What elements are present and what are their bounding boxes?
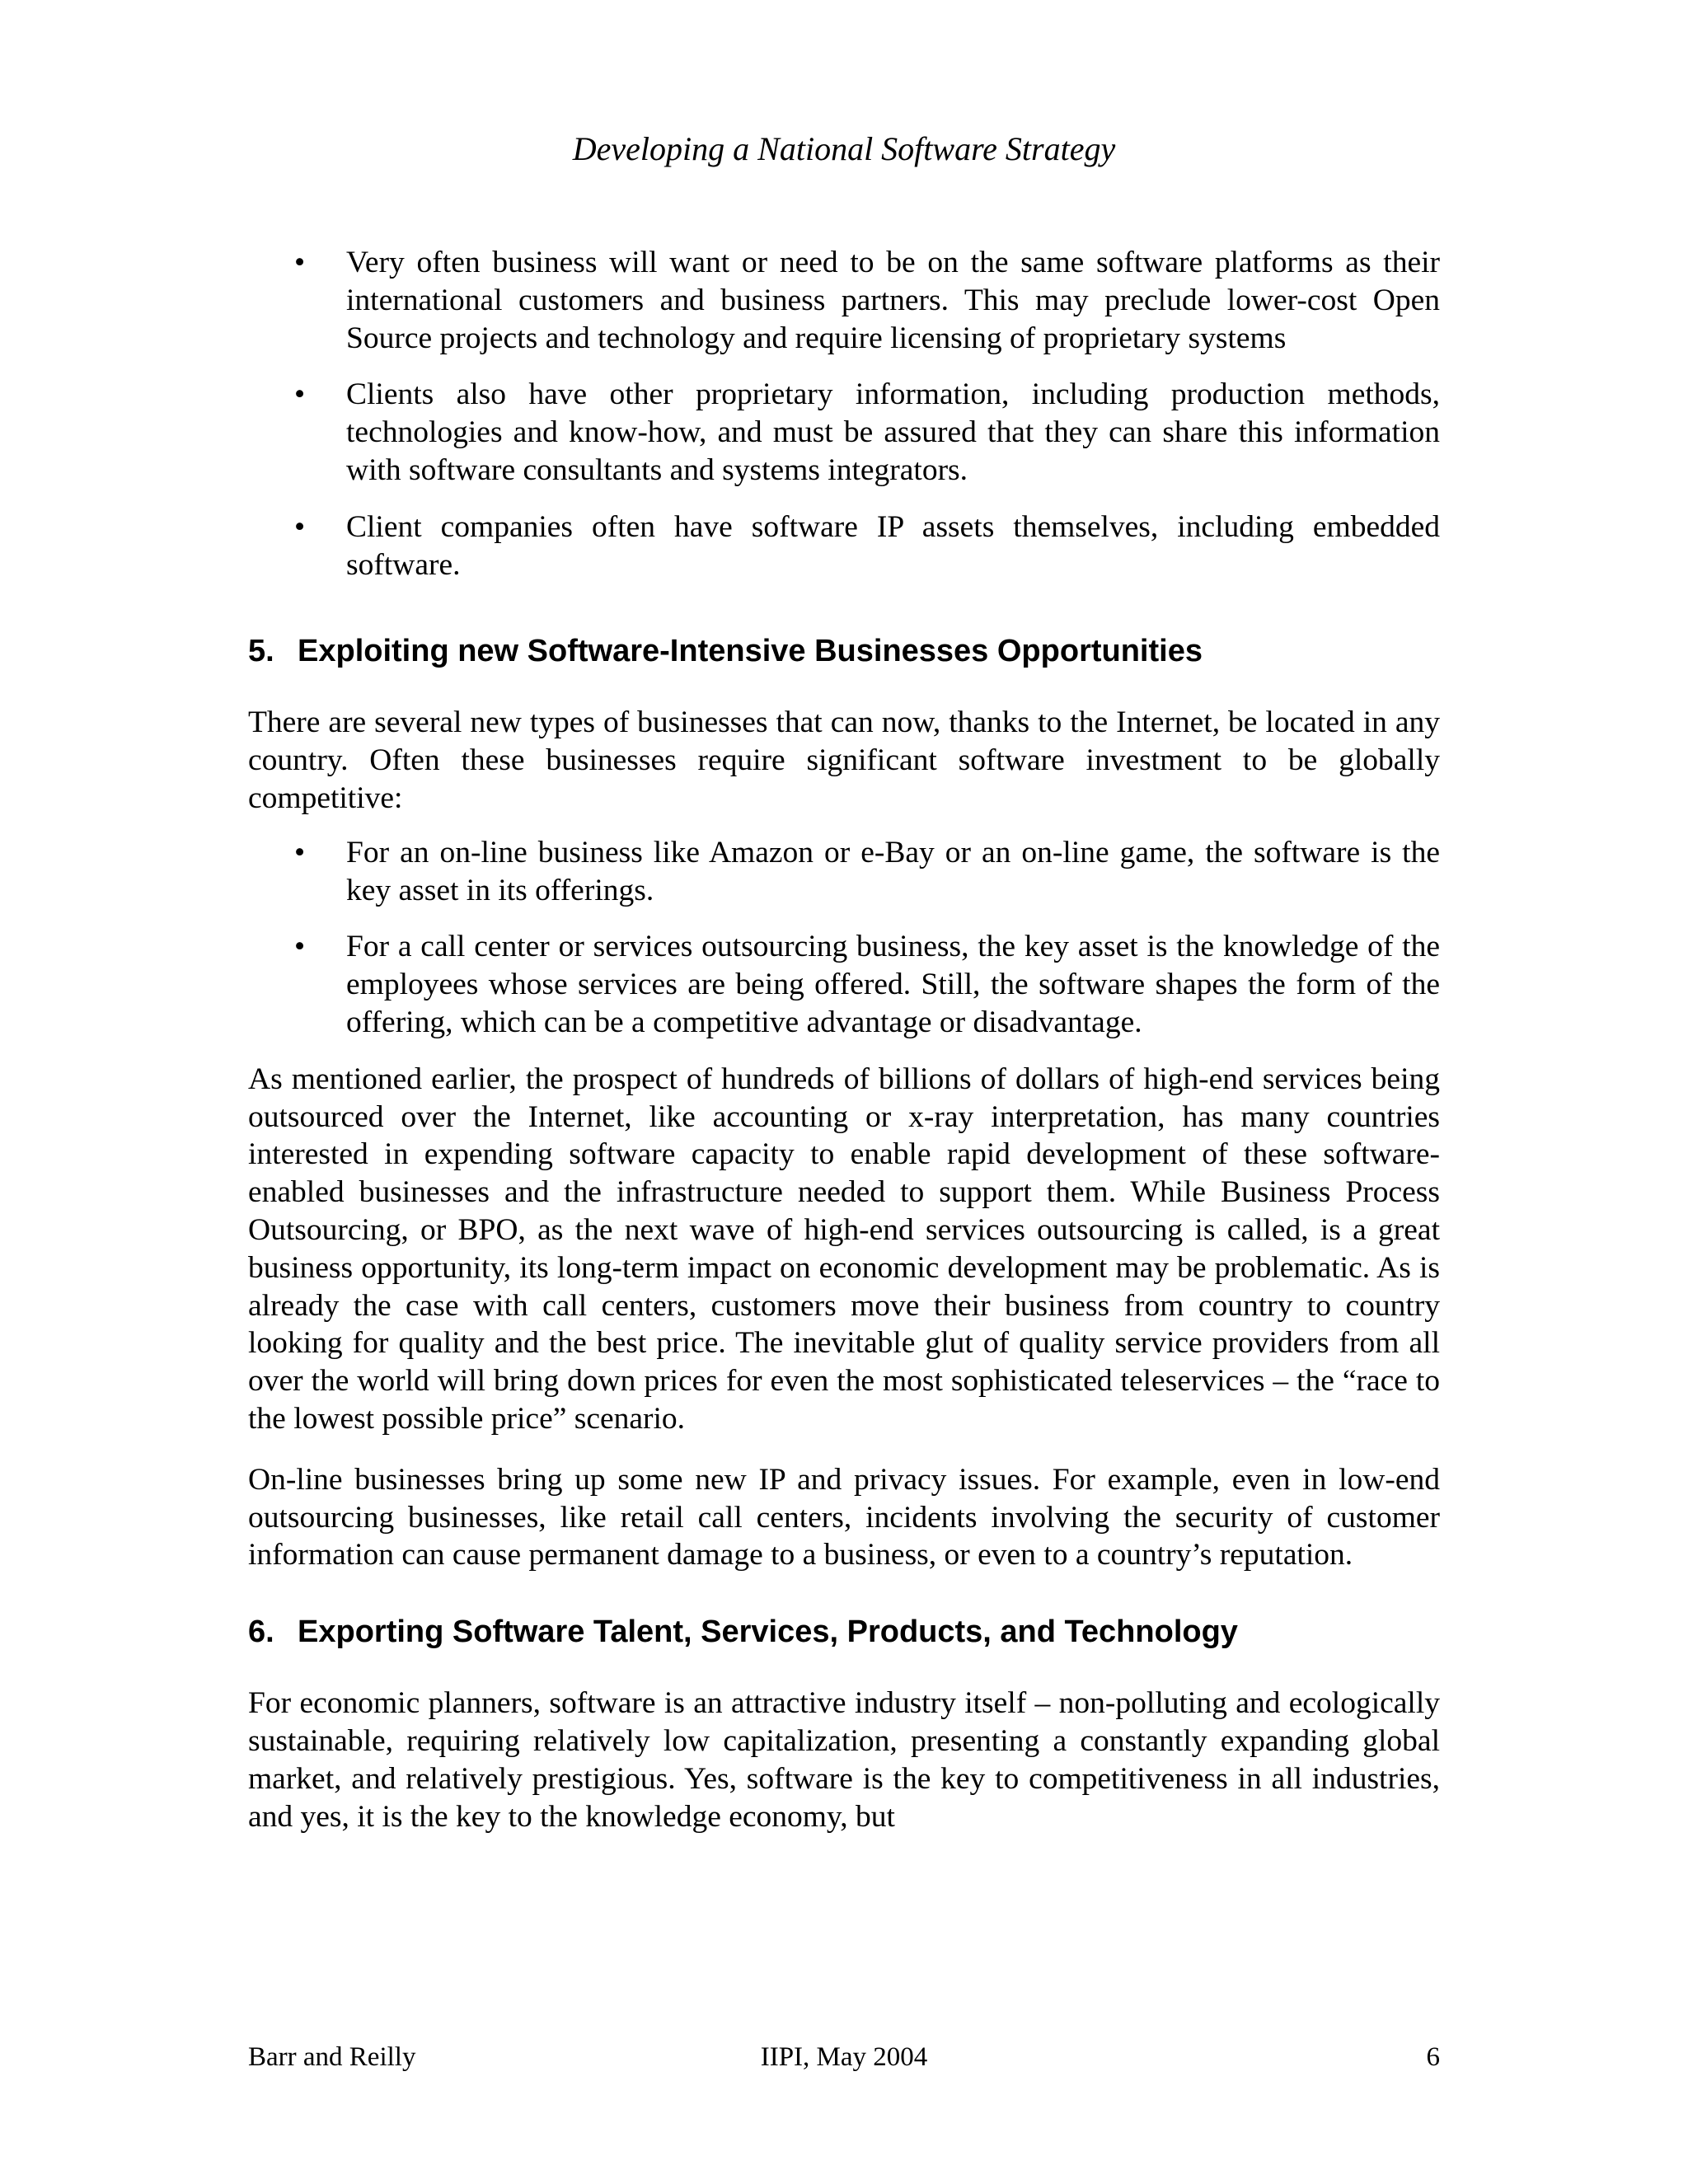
section-5-intro: There are several new types of businesses that can now, thanks to the Internet, be located in any country. Often these businesses require significant software investment to be globally competitive: <box>248 705 1440 815</box>
list-item-text: Client companies often have software IP assets themselves, including embedded software. <box>346 509 1440 582</box>
list-item <box>248 928 1440 1041</box>
page-body <box>248 244 1440 1835</box>
section-6-paragraph-1: For economic planners, software is an attractive industry itself – non-polluting and ecologically sustainable, requiring relatively low capitalization, presenting a constantly expanding global market, and relatively prestigious. Yes, software is the key to competitiveness in all industries, and yes, it is the key to the knowledge economy, but <box>248 1686 1440 1834</box>
bullet-icon: • <box>294 377 306 412</box>
list-item-text: For a call center or services outsourcing business, the key asset is the knowledge of the employees whose services are being offered. Still, the software shapes the form of the offering, which can be a competitive advantage or disadvantage. <box>346 930 1440 1039</box>
bullet-icon: • <box>294 930 306 964</box>
running-header: Developing a National Software Strategy <box>572 130 1116 167</box>
list-item <box>248 376 1440 489</box>
section-5-paragraph-2: On-line businesses bring up some new IP and privacy issues. For example, even in low-end outsourcing businesses, like retail call centers, incidents involving the security of customer information can cause permanent damage to a business, or even to a country’s reputation. <box>248 1462 1440 1572</box>
section-number: 6. <box>248 1615 274 1650</box>
list-item-text: For an on-line business like Amazon or e-Bay or an on-line game, the software is the key asset in its offerings. <box>346 835 1440 907</box>
list-item-text: Very often business will want or need to be on the same software platforms as their international customers and business partners. This may preclude lower-cost Open Source projects and technology and require licensing of proprietary systems <box>346 246 1440 355</box>
section-number: 5. <box>248 634 274 669</box>
list-item-text: Clients also have other proprietary information, including production methods, technologies and know-how, and must be assured that they can share this information with software consultants and systems integrators. <box>346 377 1440 487</box>
page-number: 6 <box>1426 2042 1440 2072</box>
list-item <box>248 834 1440 910</box>
footer-authors: Barr and Reilly <box>248 2042 416 2072</box>
footer-venue: IIPI, May 2004 <box>760 2042 928 2072</box>
bullet-icon: • <box>294 509 306 544</box>
section-title: Exporting Software Talent, Services, Products, and Technology <box>298 1615 1238 1650</box>
section-title: Exploiting new Software-Intensive Businesses Opportunities <box>298 634 1203 669</box>
bullet-icon: • <box>294 246 306 279</box>
section-6-heading <box>248 1612 1440 1652</box>
section-5-heading <box>248 631 1440 671</box>
list-item <box>248 509 1440 584</box>
bullet-list-top <box>248 244 1440 583</box>
bullet-list-section-5 <box>248 834 1440 1042</box>
bullet-icon: • <box>294 835 306 869</box>
section-5-paragraph-1: As mentioned earlier, the prospect of hundreds of billions of dollars of high-end services being outsourced over the Internet, like accounting or x-ray interpretation, has many countries interested in expending software capacity to enable rapid development of these software-enabled businesses and the infrastructure needed to support them. While Business Process Outsourcing, or BPO, as the next wave of high-end services outsourcing is called, is a great business opportunity, its long-term impact on economic development may be problematic. As is already the case with call centers, customers move their business from country to country looking for quality and the best price. The inevitable glut of quality service providers from all over the world will bring down prices for even the most sophisticated teleservices – the “race to the lowest possible price” scenario. <box>248 1062 1440 1436</box>
list-item <box>248 244 1440 357</box>
